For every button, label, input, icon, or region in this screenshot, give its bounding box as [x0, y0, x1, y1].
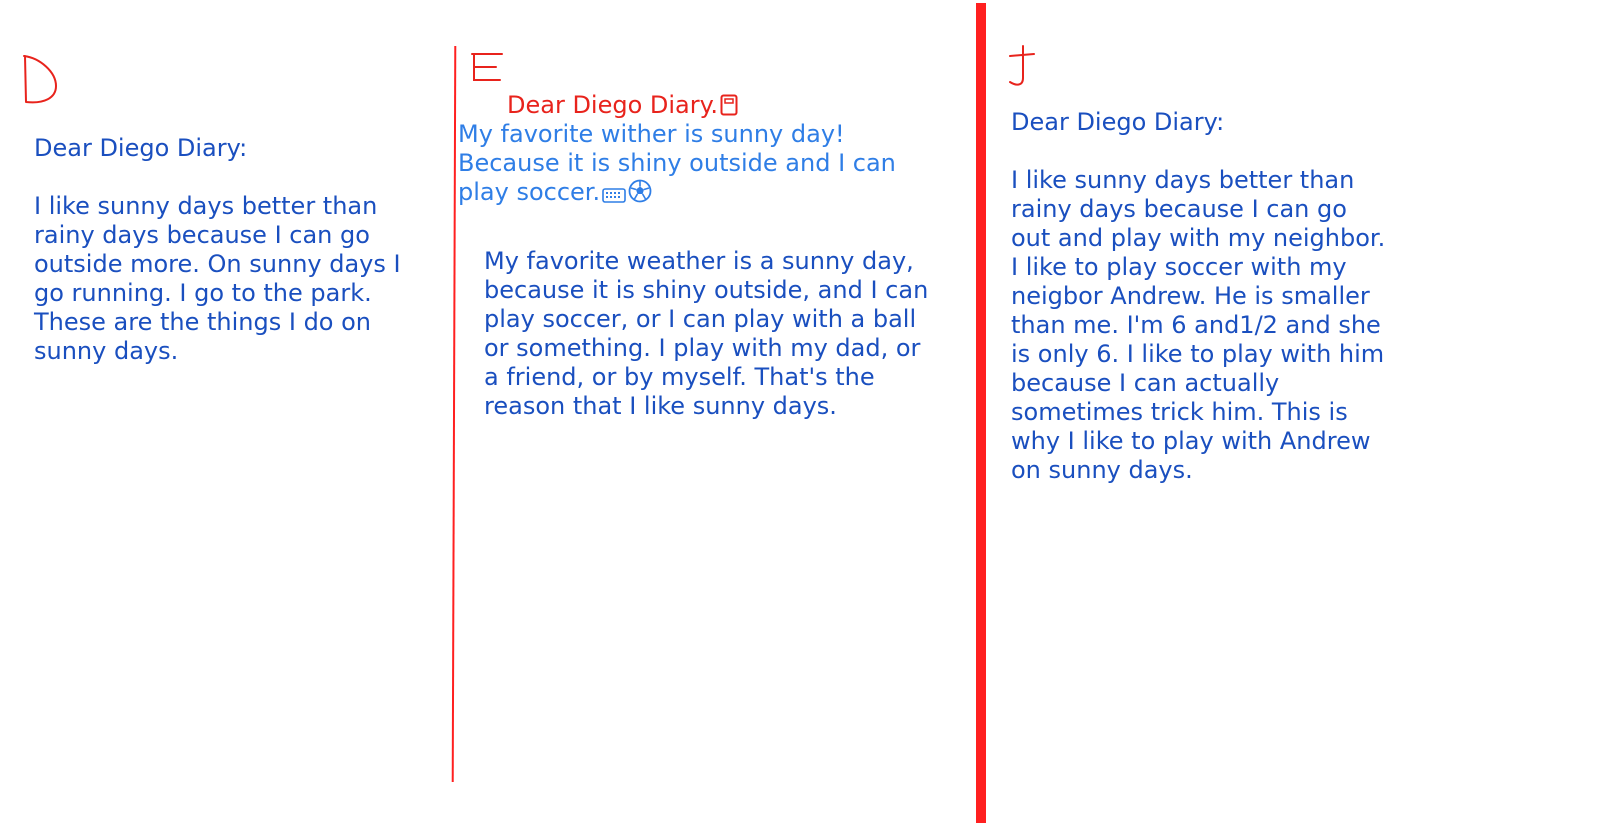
keyboard-icon: [602, 181, 626, 210]
handwritten-letter-d: [20, 50, 62, 110]
notebook-icon: [720, 94, 738, 123]
handwritten-letter-j: [1004, 44, 1040, 90]
column-d-text: [34, 134, 414, 366]
column-j-greeting: Dear Diego Diary:: [1011, 108, 1225, 136]
column-e-first-draft-text: My favorite wither is sunny day! Because it is shiny outside and I can play soccer.: [458, 120, 896, 206]
column-e-title: [507, 91, 738, 123]
column-e-final: [484, 247, 934, 421]
column-d-body: I like sunny days better than rainy days because I can go outside more. On sunny days I go running. I go to the park. These are the things I do on sunny days.: [34, 192, 401, 365]
column-e-final-text: My favorite weather is a sunny day, because it is shiny outside, and I can play soccer, or I can play with a ball or something. I play with my dad, or a friend, or by myself. That's the reason that I like sunny days.: [484, 247, 929, 420]
column-d-greeting: Dear Diego Diary:: [34, 134, 248, 162]
column-j-text: [1011, 108, 1391, 485]
column-j-body: I like sunny days better than rainy days because I can go out and play with my neighbor. I like to play soccer with my neigbor Andrew. He is smaller than me. I'm 6 and1/2 and she is only 6. I like to play with him because I can actually sometimes trick him. This is why I like to play with Andrew on sunny days.: [1011, 166, 1386, 484]
thin-divider-line: [452, 46, 457, 782]
column-e-first-draft: [458, 120, 918, 210]
soccer-ball-icon: [628, 179, 652, 210]
handwritten-letter-e: [466, 50, 506, 84]
thick-divider-line: [976, 3, 986, 823]
column-e-title-text: Dear Diego Diary.: [507, 91, 719, 119]
